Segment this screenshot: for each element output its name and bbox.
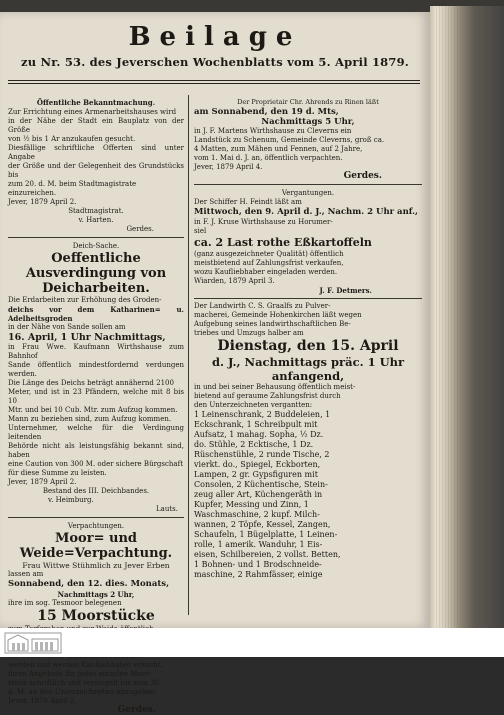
notice-signature: v. Harten. (78, 216, 114, 224)
notice-line: stück schriftlich und versiegelt bis zum 30. (8, 679, 162, 687)
notice-item-emphasis: ca. 2 Last rothe Eßkartoffeln (194, 236, 372, 249)
notice-heading: Vergantungen. (281, 189, 335, 197)
notice-line: Meter, und ist in 23 Pfändern, welche mit 8 bis 10 (8, 388, 184, 405)
notice-line: Aufgebung seines landwirthschaftlichen Be- (194, 320, 351, 328)
notice-line: rolle, 1 amerik. Wanduhr, 1 Eis- (194, 540, 323, 549)
notice-ahrends (194, 98, 422, 181)
notice-line: Diesfällige schriftliche Offerten sind unter Angabe (8, 144, 184, 161)
notice-divider (8, 237, 184, 238)
notice-line: Die Länge des Deichs beträgt annähernd 2100 (8, 379, 174, 387)
notice-line: bietend auf geraume Zahlungsfrist durch (194, 392, 341, 400)
notice-date: Wiarden, 1879 April 3. (194, 277, 275, 285)
notice-line: Unternehmer, welche für die Verdingung leitenden (8, 424, 184, 441)
header-rule-thin (8, 83, 420, 84)
column-divider (188, 95, 189, 615)
notice-office: Bestand des III. Deichbandes. (42, 487, 150, 495)
notice-heading: Verpachtungen. (67, 522, 125, 530)
notice-date: Jever, 1879 April 4. (194, 163, 263, 171)
notice-date: Jever, 1879 April 2. (8, 198, 77, 206)
notice-line: zeug aller Art, Küchengeräth in (194, 490, 323, 499)
notice-line: eisen, Schilbereien, 2 vollst. Betten, (194, 550, 341, 559)
notice-line: den Unterzeichneten vergantten: (194, 401, 313, 409)
notice-line: Kupfer, Messing und Zinn, 1 (194, 500, 309, 509)
notice-time: Nachmittags 5 Uhr, (261, 117, 355, 127)
notice-line: Aufsatz, 1 mahag. Sopha, ½ Dz. (194, 430, 324, 439)
notice-title: Oeffentliche Ausverdingung von Deicharbeiten. (25, 251, 167, 296)
notice-line: zum 20. d. M. beim Stadtmagistrate einzureichen. (8, 180, 137, 197)
notice-line: der Größe und der Gelegenheit des Grundstücks bis (8, 162, 184, 179)
notice-line: Zur Errichtung eines Armenarbeitshauses wird (8, 108, 177, 116)
notice-line: vierkt. do., Spiegel, Eckborten, (194, 460, 321, 469)
notice-line: werden und werden Kaufliebhaber ersucht, (8, 661, 163, 669)
left-column (8, 98, 184, 715)
notice-line: vom 1. Mai d. J. an, öffentlich verpachten. (194, 154, 343, 162)
notice-line: Landstück zu Schenum, Gemeinde Cleverns, groß ca. (194, 136, 385, 144)
notice-line: Frau Wittwe Stühmlich zu Jever Erben (22, 561, 170, 570)
notice-line: 1 Bohnen- und 1 Brodschneide- (194, 560, 322, 569)
notice-line: lassen am (8, 570, 44, 578)
notice-item-emphasis: 15 Moorstücke (37, 608, 155, 624)
notice-office: Stadtmagistrat. (68, 207, 124, 215)
notice-signature: Lauts. (156, 505, 178, 513)
notice-line: maschine, 2 Rahmfässer, einige (194, 570, 323, 579)
library-logo-icon (4, 631, 62, 655)
notice-signature: v. Heimburg. (48, 496, 94, 504)
notice-line: Schaufeln, 1 Bügelplatte, 1 Leinen- (194, 530, 338, 539)
notice-date-emphasis: Dienstag, den 15. April (217, 338, 399, 354)
notice-time: Nachmittags 2 Uhr, (57, 590, 135, 599)
notice-divider (194, 184, 422, 185)
notice-line: wannen, 2 Töpfe, Kessel, Zangen, (194, 520, 331, 529)
notice-line: Waschmaschine, 2 kupf. Milch- (194, 510, 320, 519)
notice-heading: Deich-Sache. (72, 242, 120, 250)
notice-heading: Öffentliche Bekanntmachung. (36, 98, 156, 107)
notice-line: triebes und Umzugs halber am (194, 329, 304, 337)
notice-line: Der Proprietair Chr. Ahrends zu Rinen läßt (237, 98, 379, 106)
notice-line: in der Nähe von Sande sollen am (8, 323, 126, 331)
notice-armenhaus (8, 98, 184, 234)
notice-divider (8, 517, 184, 518)
notice-line: in Frau Wwe. Kaufmann Wirthshause zum Bahnhof (8, 343, 184, 360)
notice-signature: Gerdes. (117, 705, 156, 715)
notice-line: Mtr. und bei 10 Cub. Mtr. zum Aufzug kommen. (8, 406, 178, 414)
notice-graalfs (194, 302, 422, 580)
right-column (194, 98, 422, 580)
notice-line: in J. F. Martens Wirthshause zu Cleverns ein (194, 127, 352, 135)
book-spine (430, 6, 504, 634)
notice-line: Der Schiffer H. Feindt läßt am (194, 198, 302, 206)
notice-line: Eckschrank, 1 Schreibpult mit (194, 420, 318, 429)
notice-date: Jever, 1879 April 2. (8, 478, 77, 486)
notice-line: in und bei seiner Behausung öffentlich meist- (194, 383, 356, 391)
notice-line: Sande öffentlich mindestfordernd verdungen werden. (8, 361, 184, 378)
notice-title: Moor= und Weide=Verpachtung. (19, 531, 173, 561)
notice-line: Consolen, 2 Küchentische, Stein- (194, 480, 328, 489)
notice-line: macherei, Gemeinde Hohenkirchen läßt wegen (194, 311, 362, 319)
header-subtitle: zu Nr. 53. des Jeverschen Wochenblatts vom 5. April 1879. (21, 55, 409, 69)
notice-date-emphasis: am Sonnabend, den 19 d. Mts, (194, 107, 339, 117)
notice-line: d. M. an den Unterzeichneten abzugeben. (8, 688, 158, 696)
notice-line: für diese Summe zu leisten. (8, 469, 107, 477)
notice-line: 4 Matten, zum Mähen und Fennen, auf 2 Jahre, (194, 145, 363, 153)
notice-date: Jever, 1879 April 2. (8, 697, 77, 705)
notice-line: in F. J. Kruse Wirthshause zu Horumer- (194, 218, 333, 226)
notice-signature: Gerdes. (126, 225, 154, 233)
notice-signature: Gerdes. (343, 171, 382, 181)
notice-line: (ganz ausgezeichneter Qualität) öffentlich (194, 250, 344, 258)
notice-date-emphasis: 16. April, 1 Uhr Nachmittags, (8, 332, 166, 343)
notice-line: siel (194, 227, 207, 235)
notice-line: Behörde nicht als leistungsfähig bekannt sind, haben (8, 442, 184, 459)
notice-line: von ½ bis 1 Ar anzukaufen gesucht. (8, 135, 136, 143)
notice-date-emphasis: Sonnabend, den 12. dies. Monats, (8, 579, 170, 589)
page-header (0, 14, 430, 70)
notice-line: Mann zu beziehen sind, zum Aufzug kommen. (8, 415, 172, 423)
notice-divider (194, 298, 422, 299)
header-rule (8, 80, 420, 81)
notice-line: ihre im sog. Tesmoor belegenen (8, 599, 122, 607)
notice-line: Die Erdarbeiten zur Erhöhung des Groden- (8, 296, 162, 304)
notice-line: Rüschenstühle, 2 runde Tische, 2 (194, 450, 330, 459)
notice-line: meistbietend auf Zahlungsfrist verkaufen, (194, 259, 344, 267)
notice-deichsache (8, 241, 184, 514)
notice-line: Lampen, 2 gr. Gypsfiguren mit (194, 470, 318, 479)
notice-line: wozu Kaufliebhaber eingeladen werden. (194, 268, 338, 276)
viewer-footer (0, 628, 504, 657)
newspaper-page (0, 12, 430, 715)
notice-signature: J. F. Detmers. (319, 286, 372, 295)
notice-line: deichs vor dem Katharinen= u. Adelheitsgroden (8, 305, 184, 323)
notice-date-emphasis: Mittwoch, den 9. April d. J., Nachm. 2 Uhr anf., (194, 207, 419, 217)
notice-line: 1 Leinenschrank, 2 Buddeleien, 1 (194, 410, 331, 419)
notice-line: do. Stühle, 2 Ecktische, 1 Dz. (194, 440, 314, 449)
header-title: Beilage (128, 22, 302, 52)
notice-line: ihren Angebote für jedes einzelne Moor- (8, 670, 152, 678)
notice-line: Der Landwirth C. S. Graalfs zu Pulver- (194, 302, 331, 310)
notice-feindt (194, 188, 422, 295)
notice-time-emphasis: d. J., Nachmittags präc. 1 Uhr anfangend, (211, 355, 405, 383)
notice-line: in der Nähe der Stadt ein Bauplatz von der Größe (8, 117, 184, 134)
notice-line: eine Caution von 300 M. oder sichere Bürgschaft (8, 460, 184, 468)
notice-verpachtung (8, 521, 184, 715)
